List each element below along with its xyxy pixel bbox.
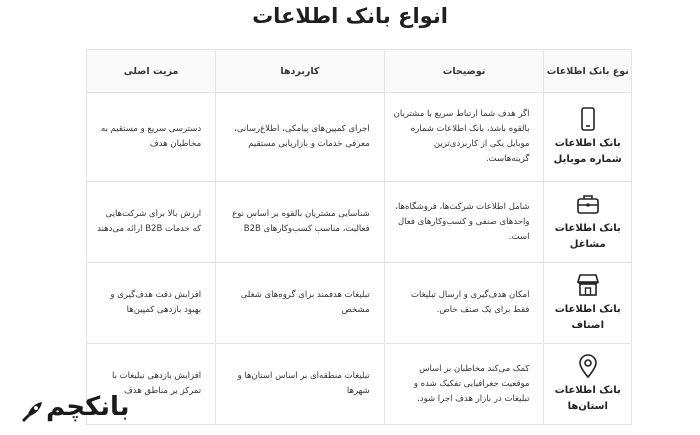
- briefcase-icon: [575, 191, 601, 217]
- type-cell: [544, 263, 632, 344]
- description-cell: امکان هدف‌گیری و ارسال تبلیغات فقط برای یک صنف خاص.: [384, 263, 544, 344]
- type-label: استان‌ها: [567, 401, 608, 412]
- page-title: انواع بانک اطلاعات: [252, 4, 448, 28]
- advantage-cell: افزایش دقت هدف‌گیری و بهبود بازدهی کمپین‌ها: [87, 263, 216, 344]
- header-advantage: مزیت اصلی: [87, 50, 216, 93]
- table-row: [87, 263, 632, 344]
- table-row: [87, 182, 632, 263]
- advantage-cell: افزایش بازدهی تبلیغات با تمرکز بر مناطق هدف: [87, 344, 216, 425]
- header-type: نوع بانک اطلاعات: [544, 50, 632, 93]
- type-cell: [544, 182, 632, 263]
- rocket-icon: [18, 398, 46, 426]
- description-cell: اگر هدف شما ارتباط سریع با مشتریان بالقوه باشد، بانک اطلاعات شماره موبایل یکی از کاربردی‌ترین گزینه‌هاست.: [384, 93, 544, 182]
- table-row: [87, 344, 632, 425]
- brand-logo: [10, 392, 150, 432]
- table-header-row: [87, 50, 632, 93]
- mobile-phone-icon: [575, 106, 601, 132]
- uses-cell: شناسایی مشتریان بالقوه بر اساس نوع فعالیت، مناسب کسب‌وکارهای B2B: [216, 182, 385, 263]
- advantage-cell: ارزش بالا برای شرکت‌هایی که خدمات B2B ارائه می‌دهند: [87, 182, 216, 263]
- logo-text: بانکچم: [46, 392, 130, 422]
- type-label: بانک اطلاعات: [554, 304, 621, 315]
- type-cell: [544, 93, 632, 182]
- type-cell: [544, 344, 632, 425]
- uses-cell: تبلیغات هدفمند برای گروه‌های شغلی مشخص: [216, 263, 385, 344]
- type-label: مشاغل: [569, 239, 606, 250]
- header-description: توضیحات: [384, 50, 544, 93]
- type-label: بانک اطلاعات: [554, 385, 621, 396]
- table-row: [87, 93, 632, 182]
- header-uses: کاربردها: [216, 50, 385, 93]
- description-cell: شامل اطلاعات شرکت‌ها، فروشگاه‌ها، واحدهای صنفی و کسب‌وکارهای فعال است.: [384, 182, 544, 263]
- type-label: بانک اطلاعات: [554, 138, 621, 149]
- type-label: بانک اطلاعات: [554, 223, 621, 234]
- description-cell: کمک می‌کند مخاطبان بر اساس موقعیت جغرافیایی تفکیک شده و تبلیغات در بازار هدف اجرا شود.: [384, 344, 544, 425]
- location-pin-icon: [575, 353, 601, 379]
- uses-cell: اجرای کمپین‌های پیامکی، اطلاع‌رسانی، معرفی خدمات و بازاریابی مستقیم: [216, 93, 385, 182]
- storefront-icon: [575, 272, 601, 298]
- data-bank-types-table: [86, 49, 632, 425]
- uses-cell: تبلیغات منطقه‌ای بر اساس استان‌ها و شهرها: [216, 344, 385, 425]
- type-label: شماره موبایل: [553, 154, 622, 165]
- advantage-cell: دسترسی سریع و مستقیم به مخاطبان هدف: [87, 93, 216, 182]
- type-label: اصناف: [571, 320, 604, 331]
